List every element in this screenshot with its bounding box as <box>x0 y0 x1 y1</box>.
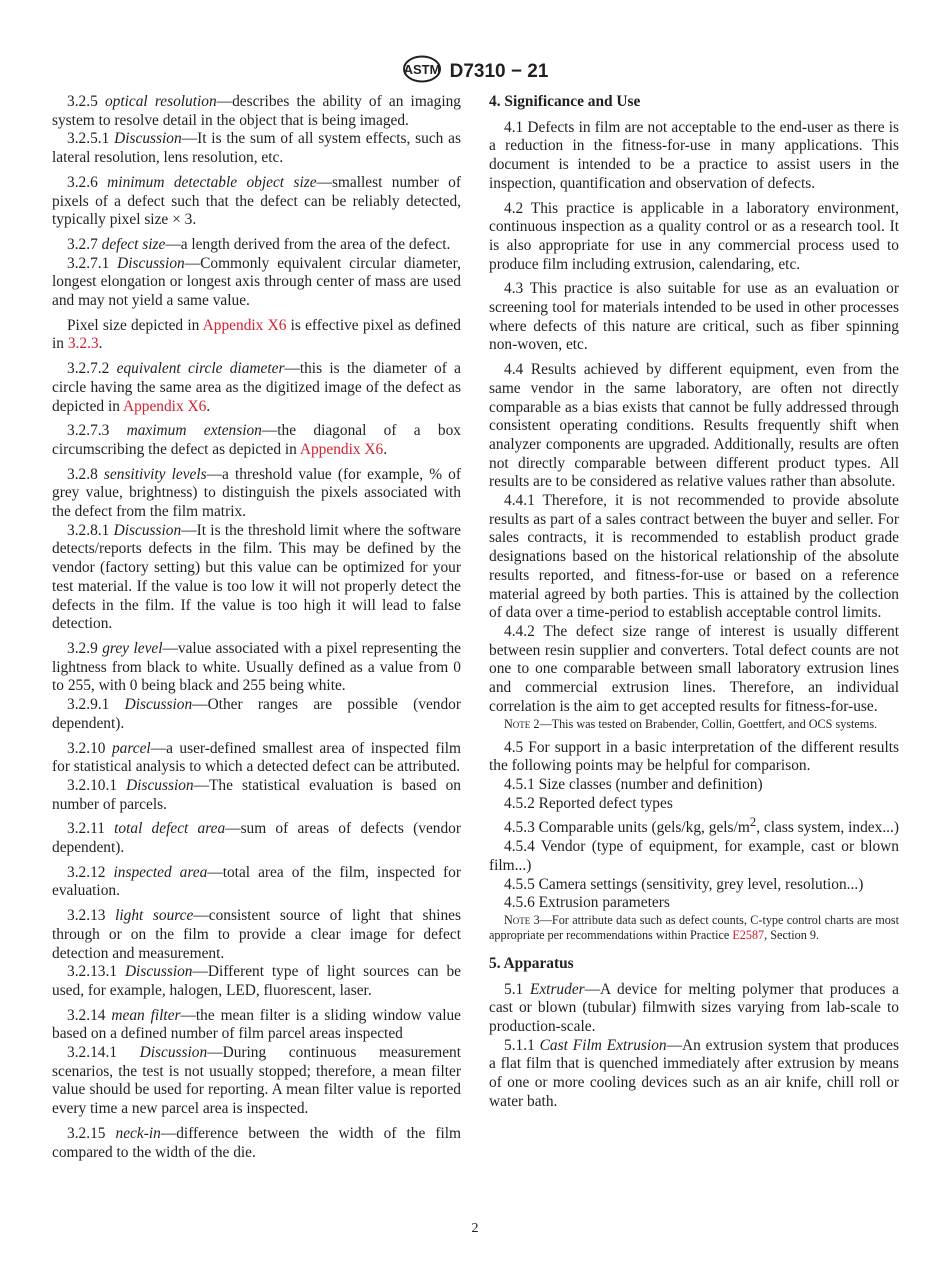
section-3-2-10: 3.2.10 parcel—a user-defined smallest area of inspected film for statistical analysis to which a detected defect can be attributed. <box>52 739 461 776</box>
section-3-2-7-3: 3.2.7.3 maximum extension—the diagonal of a box circumscribing the defect as depicted in Appendix X6. <box>52 422 461 458</box>
section-4-1: 4.1 Defects in film are not acceptable to the end-user as there is a reduction in the fitness-for-use in many applications. This document is intended to be a practice to assist users in the inspection, quantification and observation of defects. <box>489 118 899 192</box>
section-4-3: 4.3 This practice is also suitable for use as an evaluation or screening tool for materials intended to be used in other processes where defects of this nature are critical, such as fiber spinning non-woven, etc. <box>489 280 899 354</box>
e2587-link[interactable]: E2587 <box>732 927 765 942</box>
section-4-2: 4.2 This practice is applicable in a laboratory environment, continuous inspection as a quality control or as a research tool. It is also appropriate for use in any commercial process used to produce film including extrusion, calendaring, etc. <box>489 199 899 273</box>
section-4-4-2: 4.4.2 The defect size range of interest is usually different between resin supplier and converters. Total defect counts are not one to one comparable between small laboratory extrusion lines and commercial extrusion lines. Therefore, an individual correlation is the aim to get accepted results for fitness-for-use. <box>489 622 899 715</box>
appendix-x6-link[interactable]: Appendix X6 <box>122 397 207 415</box>
section-3-2-8-1: 3.2.8.1 Discussion—It is the threshold limit where the software detects/reports defects in the film. This may be defined by the vendor (factory setting) but this value can be optimized for your test material. If the value is too low it will not properly detect the defects in the film. If the value is too high it will lead to false detection. <box>52 521 461 633</box>
svg-text:ASTM: ASTM <box>403 62 441 77</box>
section-3-2-8: 3.2.8 sensitivity levels—a threshold value (for example, % of grey value, brightness) to distinguish the pixels associated with the defect from the film matrix. <box>52 465 461 521</box>
note-2: Note 2—This was tested on Brabender, Collin, Goettfert, and OCS systems. <box>504 716 878 731</box>
section-5-1-1: 5.1.1 Cast Film Extrusion—An extrusion system that produces a flat film that is quenched immediately after extrusion by means of one or more cooling devices such as an air knife, chill roll or water bath. <box>489 1036 899 1110</box>
section-3-2-10-1: 3.2.10.1 Discussion—The statistical evaluation is based on number of parcels. <box>52 776 461 813</box>
section-3-2-5: 3.2.5 optical resolution—describes the ability of an imaging system to resolve detail in the object that is being imaged. <box>52 93 461 129</box>
section-4-4-1: 4.4.1 Therefore, it is not recommended to provide absolute results as part of a sales contract between the buyer and seller. For sales contracts, it is recommended to establish product grade designations based on the historical relationship of the absolute results reported, and fitness-for-use or based on a reference material agreed by both parties. This is attained by the collection of data over a time-period to establish acceptable control limits. <box>489 492 899 622</box>
document-designation: D7310 − 21 <box>449 60 549 82</box>
note-3: Note 3—For attribute data such as defect counts, C-type control charts are most appropriate per recommendations within Practice E2587, Section 9. <box>489 912 899 942</box>
section-4-5: 4.5 For support in a basic interpretation of the different results the following points may be helpful for comparison. <box>489 738 899 775</box>
section-3-2-5-1: 3.2.5.1 Discussion—It is the sum of all system effects, such as lateral resolution, lens resolution, etc. <box>52 130 461 167</box>
right-column <box>489 93 899 1112</box>
section-3-2-7-1: 3.2.7.1 Discussion—Commonly equivalent circular diameter, longest elongation or longest axis through center of mass are used and may not yield a same value. <box>52 254 461 310</box>
section-3-2-3-link[interactable]: 3.2.3 <box>67 335 99 353</box>
page-number: 2 <box>471 1221 479 1236</box>
section-4-5-6: 4.5.6 Extrusion parameters <box>504 894 670 912</box>
section-3-2-13: 3.2.13 light source—consistent source of light that shines through or on the film to provide a clear image for defect detection and measurement. <box>52 907 461 962</box>
section-3-2-13-1: 3.2.13.1 Discussion—Different type of light sources can be used, for example, halogen, LED, fluorescent, laser. <box>52 963 461 999</box>
section-3-2-9-1: 3.2.9.1 Discussion—Other ranges are possible (vendor dependent). <box>52 696 461 732</box>
section-4-5-3: 4.5.3 Comparable units (gels/kg, gels/$m^2$, class system, index...) <box>504 815 899 837</box>
section-4-5-2: 4.5.2 Reported defect types <box>504 794 673 812</box>
astm-logo-icon <box>402 55 442 88</box>
section-3-2-9: 3.2.9 grey level—value associated with a pixel representing the lightness from black to white. Usually defined as a value from 0 to 255, with 0 being black and 255 being white. <box>52 639 462 695</box>
section-5-1: 5.1 Extruder—A device for melting polymer that produces a cast or blown (tubular) filmwith sizes varying from lab-scale to production-scale. <box>489 980 899 1036</box>
section-4-5-5: 4.5.5 Camera settings (sensitivity, grey level, resolution...) <box>504 875 864 893</box>
pixel-size-paragraph: Pixel size depicted in Appendix X6 is effective pixel as defined in 3.2.3. <box>52 316 461 353</box>
section-3-2-15: 3.2.15 neck-in—difference between the width of the film compared to the width of the die. <box>52 1124 461 1161</box>
section-4-4: 4.4 Results achieved by different equipment, even from the same vendor in the same laboratory, are often not directly comparable as a bias exists that cannot be fully addressed through consistent operating conditions. Results frequently shift when analyzer components are upgraded. Additionally, results are often not directly comparable between different product types. All results are to be considered as relative values rather than absolute. <box>489 361 899 491</box>
section-3-2-11: 3.2.11 total defect area—sum of areas of defects (vendor dependent). <box>52 820 461 857</box>
heading-significance-and-use: 4. Significance and Use <box>489 93 641 110</box>
section-3-2-14-1: 3.2.14.1 Discussion—During continuous measurement scenarios, the test is not usually stopped; therefore, a mean filter value should be used for reporting. A mean filter value is reported every time a new parcel area is inspected. <box>52 1044 461 1118</box>
appendix-x6-link[interactable]: Appendix X6 <box>202 316 287 334</box>
section-3-2-7-2: 3.2.7.2 equivalent circle diameter—this is the diameter of a circle having the same area as the digitized image of the defect as depicted in Appendix X6. <box>52 360 461 415</box>
section-3-2-14: 3.2.14 mean filter—the mean filter is a sliding window value based on a defined number of film parcel areas inspected <box>52 1006 461 1043</box>
section-3-2-6: 3.2.6 minimum detectable object size—smallest number of pixels of a defect such that the defect can be reliably detected, typically pixel size × 3. <box>52 173 461 229</box>
left-column <box>52 93 461 1168</box>
appendix-x6-link[interactable]: Appendix X6 <box>299 440 384 458</box>
section-3-2-7: 3.2.7 defect size—a length derived from the area of the defect. <box>67 235 451 253</box>
page-header <box>0 55 950 88</box>
heading-apparatus: 5. Apparatus <box>489 954 574 972</box>
section-4-5-4: 4.5.4 Vendor (type of equipment, for example, cast or blown film...) <box>489 838 899 874</box>
section-4-5-1: 4.5.1 Size classes (number and definition) <box>504 775 763 793</box>
section-3-2-12: 3.2.12 inspected area—total area of the film, inspected for evaluation. <box>52 863 462 900</box>
